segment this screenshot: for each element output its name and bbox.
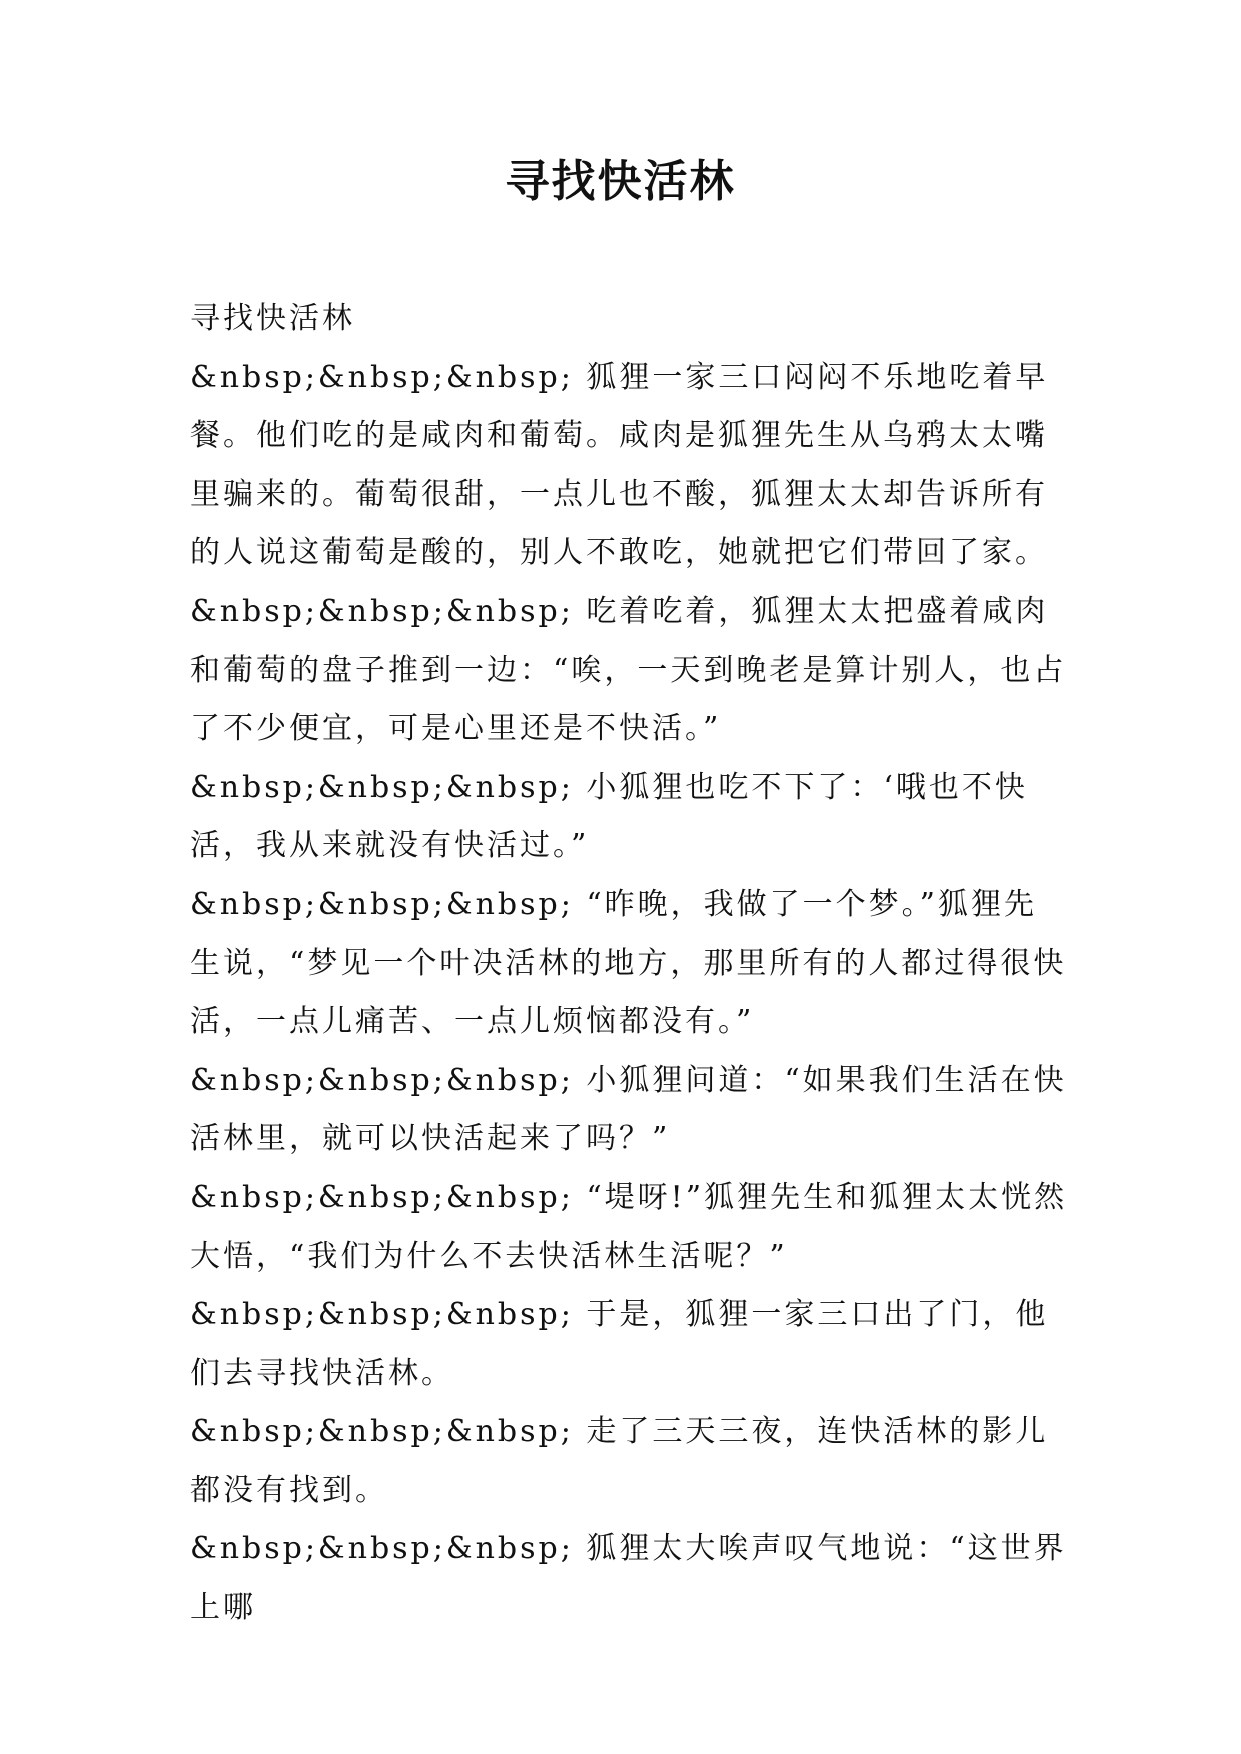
paragraph: 寻找快活林 <box>190 301 355 336</box>
document-body <box>190 290 1070 1638</box>
paragraph: &nbsp;&nbsp;&nbsp; 狐狸一家三口闷闷不乐地吃着早餐。他们吃的是咸肉和葡萄。咸肉是狐狸先生从乌鸦太太嘴里骗来的。葡萄很甜，一点儿也不酸，狐狸太太却告诉所有的人说这葡萄是酸的，别人不敢吃，她就把它们带回了家。 <box>190 359 1049 571</box>
paragraph: &nbsp;&nbsp;&nbsp; 狐狸太大唉声叹气地说：“这世界上哪 <box>190 1531 1067 1626</box>
paragraph: &nbsp;&nbsp;&nbsp; “堤呀!”狐狸先生和狐狸太太恍然大悟，“我们为什么不去快活林生活呢？” <box>190 1179 1068 1274</box>
paragraph: &nbsp;&nbsp;&nbsp; 走了三天三夜，连快活林的影儿都没有找到。 <box>190 1414 1049 1508</box>
paragraph: &nbsp;&nbsp;&nbsp; 于是，狐狸一家三口出了门，他们去寻找快活林。 <box>190 1297 1049 1391</box>
paragraph: &nbsp;&nbsp;&nbsp; 小狐狸问道：“如果我们生活在快活林里，就可以快活起来了吗？” <box>190 1062 1067 1157</box>
paragraph: &nbsp;&nbsp;&nbsp; “昨晚，我做了一个梦。”狐狸先生说，“梦见一个叶决活林的地方，那里所有的人都过得很快活，一点儿痛苦、一点儿烦恼都没有。” <box>190 886 1067 1040</box>
paragraph: &nbsp;&nbsp;&nbsp; 小狐狸也吃不下了：‘哦也不快活，我从来就没有快活过。” <box>190 769 1028 864</box>
paragraph: &nbsp;&nbsp;&nbsp; 吃着吃着，狐狸太太把盛着咸肉和葡萄的盘子推到一边：“唉，一天到晚老是算计别人，也占了不少便宜，可是心里还是不快活。” <box>190 593 1067 747</box>
document-title: 寻找快活林 <box>505 156 736 207</box>
